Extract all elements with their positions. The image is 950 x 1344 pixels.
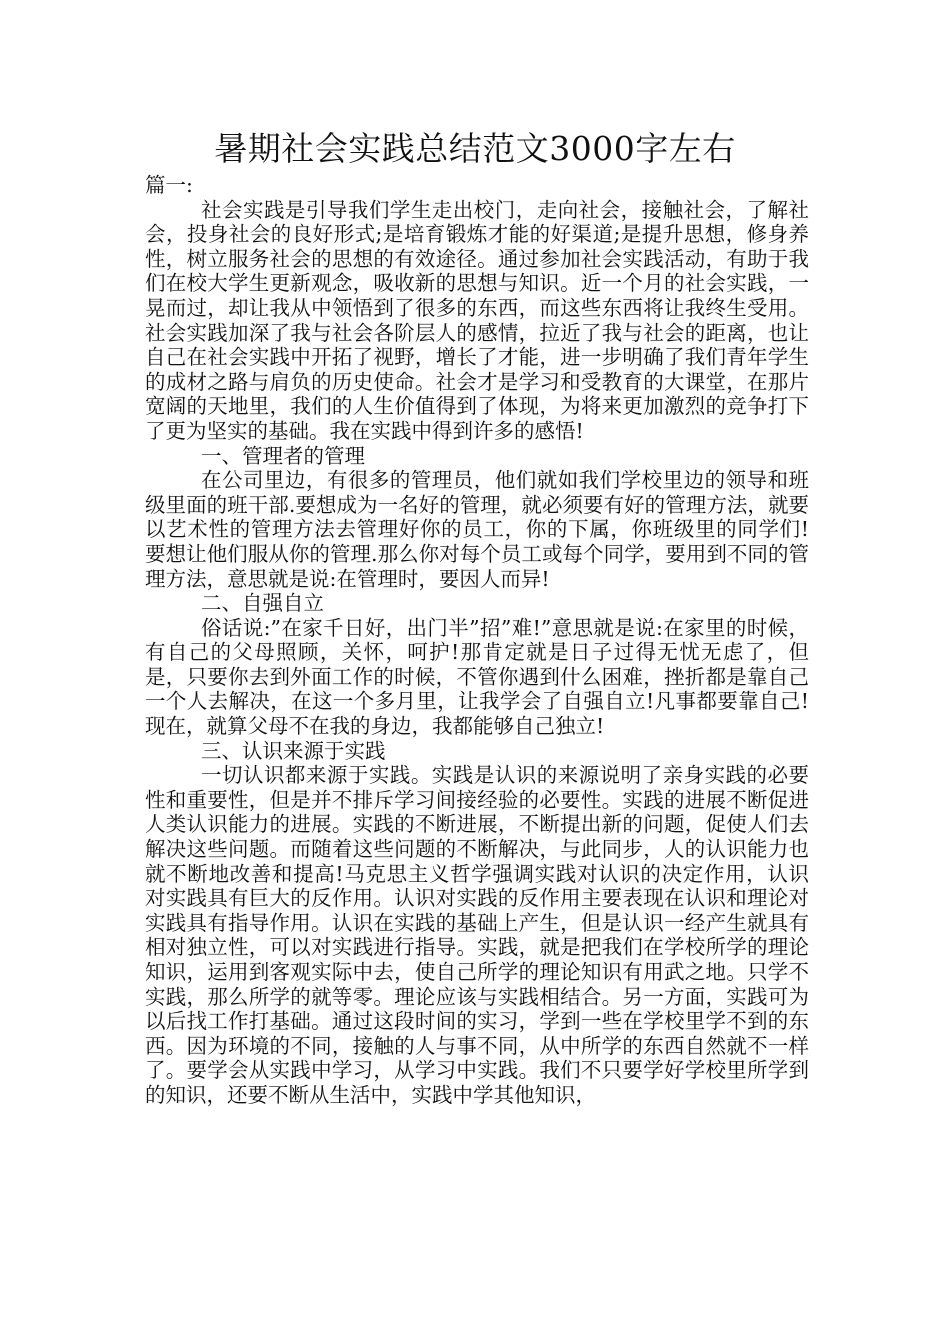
section-text-self-reliance: 俗话说:”在家千日好，出门半”招”难!”意思就是说:在家里的时候，有自己的父母照顾，关怀，呵护!那肯定就是日子过得无忧无虑了，但是，只要你去到外面工作的时候，不管你遇到什么困难，挫折都是靠自己一个人去解决，在这一个多月里，让我学会了自强自立!凡事都要靠自己!现在，就算父母不在我的身边，我都能够自己独立! <box>145 615 809 739</box>
section-heading-management: 一、管理者的管理 <box>201 443 365 468</box>
section-text-practice: 一切认识都来源于实践。实践是认识的来源说明了亲身实践的必要性和重要性，但是并不排斥学习间接经验的必要性。实践的进展不断促进人类认识能力的进展。实践的不断进展，不断提出新的问题，促使人们去解决这些问题。而随着这些问题的不断解决，与此同步，人的认识能力也就不断地改善和提高!马克思主义哲学强调实践对认识的决定作用，认识对实践具有巨大的反作用。认识对实践的反作用主要表现在认识和理论对实践具有指导作用。认识在实践的基础上产生，但是认识一经产生就具有相对独立性，可以对实践进行指导。实践，就是把我们在学校所学的理论知识，运用到客观实际中去，使自己所学的理论知识有用武之地。只学不实践，那么所学的就等零。理论应该与实践相结合。另一方面，实践可为以后找工作打基础。通过这段时间的实习，学到一些在学校里学不到的东西。因为环境的不同，接触的人与事不同，从中所学的东西自然就不一样了。要学会从实践中学习，从学习中实践。我们不只要学好学校里所学到的知识，还要不断从生活中，实践中学其他知识， <box>145 763 809 1107</box>
document-body <box>145 173 809 1108</box>
document-title: 暑期社会实践总结范文3000字左右 <box>214 129 736 168</box>
section-heading-practice: 三、认识来源于实践 <box>201 738 386 763</box>
intro-paragraph: 社会实践是引导我们学生走出校门，走向社会，接触社会，了解社会，投身社会的良好形式;是培育锻炼才能的好渠道;是提升思想，修身养性，树立服务社会的思想的有效途径。通过参加社会实践活动，有助于我们在校大学生更新观念，吸收新的思想与知识。近一个月的社会实践，一晃而过，却让我从中领悟到了很多的东西，而这些东西将让我终生受用。社会实践加深了我与社会各阶层人的感情，拉近了我与社会的距离，也让自己在社会实践中开拓了视野，增长了才能，进一步明确了我们青年学生的成材之路与肩负的历史使命。社会才是学习和受教育的大课堂，在那片宽阔的天地里，我们的人生价值得到了体现，为将来更加激烈的竞争打下了更为坚实的基础。我在实践中得到许多的感悟! <box>145 197 809 443</box>
section-label: 篇一: <box>145 173 193 197</box>
section-heading-self-reliance: 二、自强自立 <box>201 591 324 616</box>
section-text-management: 在公司里边，有很多的管理员，他们就如我们学校里边的领导和班级里面的班干部.要想成为一名好的管理，就必须要有好的管理方法，就要以艺术性的管理方法去管理好你的员工，你的下属，你班级里的同学们!要想让他们服从你的管理.那么你对每个员工或每个同学，要用到不同的管理方法，意思就是说:在管理时，要因人而异! <box>145 468 809 591</box>
